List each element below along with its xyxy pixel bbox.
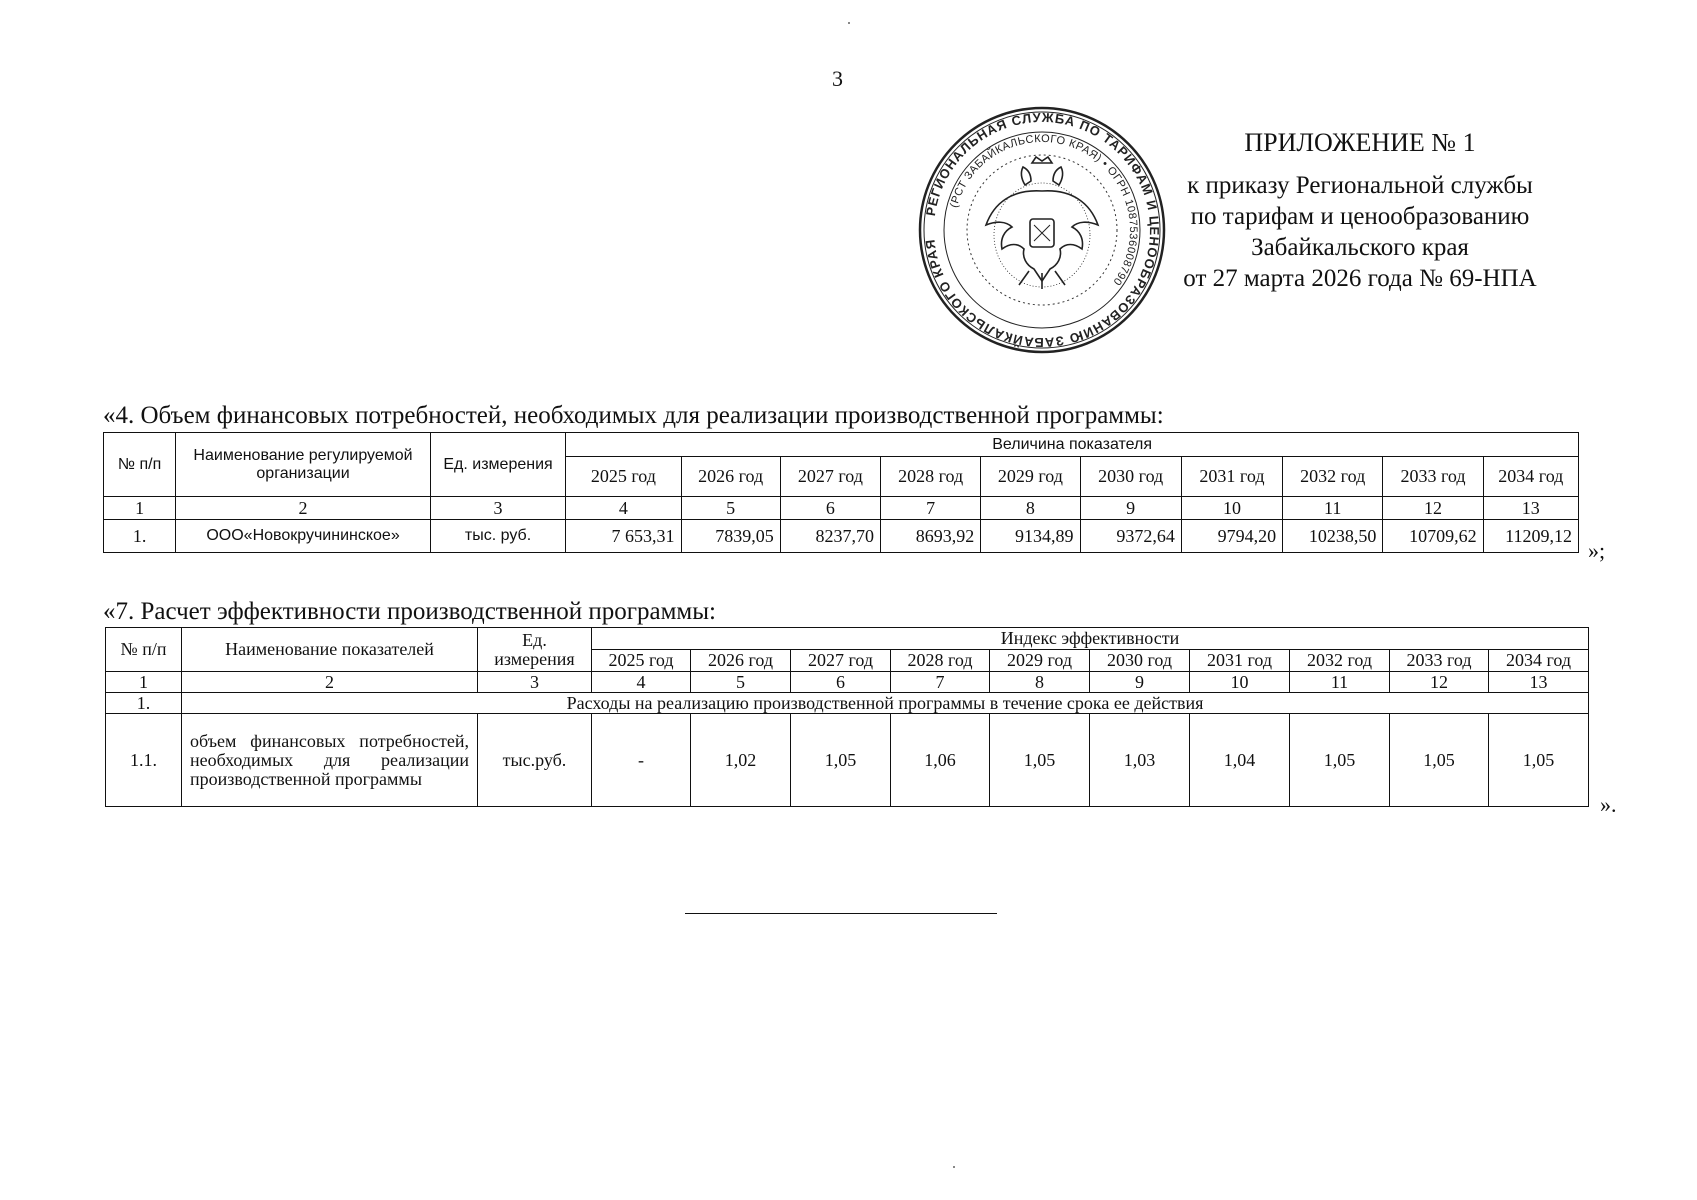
column-number: 13 [1489, 672, 1589, 693]
appendix-title: ПРИЛОЖЕНИЕ № 1 [1244, 128, 1476, 157]
header-year: 2029 год [990, 650, 1090, 672]
column-number: 6 [780, 497, 880, 520]
table-row [106, 714, 1589, 807]
column-number: 7 [891, 672, 990, 693]
column-number: 8 [981, 497, 1080, 520]
header-year: 2025 год [566, 457, 681, 497]
column-number: 2 [182, 672, 478, 693]
section-7-title: «7. Расчет эффективности производственной программы: [103, 598, 716, 625]
header-year: 2028 год [881, 457, 981, 497]
appendix-line-4: от 27 марта 2026 года № 69-НПА [1183, 265, 1537, 292]
column-number: 13 [1483, 497, 1578, 520]
column-number: 9 [1080, 497, 1181, 520]
column-number: 12 [1390, 672, 1489, 693]
row-value: 1,06 [891, 714, 990, 807]
header-value-group: Величина показателя [566, 433, 1579, 457]
row-value: - [592, 714, 691, 807]
row-value: 8693,92 [881, 520, 981, 553]
row-value: 10709,62 [1383, 520, 1483, 553]
header-year: 2031 год [1190, 650, 1290, 672]
appendix-line-1: к приказу Региональной службы [1187, 172, 1533, 199]
header-year: 2032 год [1290, 650, 1390, 672]
row-value: 1,04 [1190, 714, 1290, 807]
row-value: 1,05 [1390, 714, 1489, 807]
column-number: 6 [791, 672, 891, 693]
svg-text:РЕГИОНАЛЬНАЯ СЛУЖБА ПО ТАРИФАМ [922, 110, 1162, 350]
column-number: 4 [592, 672, 691, 693]
column-number: 8 [990, 672, 1090, 693]
column-number: 10 [1181, 497, 1282, 520]
column-number-row [106, 672, 1589, 693]
header-num: № п/п [106, 628, 182, 672]
column-number: 5 [681, 497, 780, 520]
column-number-row [104, 497, 1579, 520]
header-unit: Ед. измерения [478, 628, 592, 672]
header-year: 2030 год [1080, 457, 1181, 497]
column-number: 11 [1283, 497, 1383, 520]
row-value: 1,05 [1489, 714, 1589, 807]
group-row [106, 693, 1589, 714]
header-year: 2028 год [891, 650, 990, 672]
row-unit: тыс. руб. [430, 520, 565, 553]
financial-needs-table [103, 432, 1579, 553]
appendix-line-3: Забайкальского края [1251, 234, 1469, 261]
row-value: 11209,12 [1483, 520, 1578, 553]
header-year: 2030 год [1090, 650, 1190, 672]
appendix-header [1150, 128, 1570, 294]
column-number: 5 [691, 672, 791, 693]
scan-dot [953, 1166, 955, 1168]
coat-of-arms-icon [986, 157, 1098, 289]
header-year: 2031 год [1181, 457, 1282, 497]
row-value: 1,05 [1290, 714, 1390, 807]
header-year: 2027 год [791, 650, 891, 672]
header-value-group: Индекс эффективности [592, 628, 1589, 650]
header-unit: Ед. измерения [430, 433, 565, 497]
row-org: ООО«Новокручининское» [176, 520, 431, 553]
column-number: 4 [566, 497, 681, 520]
svg-text:(РСТ ЗАБАЙКАЛЬСКОГО КРАЯ) • ОГ [948, 133, 1139, 288]
header-year: 2027 год [780, 457, 880, 497]
column-number: 11 [1290, 672, 1390, 693]
header-year: 2026 год [681, 457, 780, 497]
column-number: 1 [106, 672, 182, 693]
table-row [104, 520, 1579, 553]
row-value: 9794,20 [1181, 520, 1282, 553]
column-number: 12 [1383, 497, 1483, 520]
row-value: 9134,89 [981, 520, 1080, 553]
row-value: 10238,50 [1283, 520, 1383, 553]
header-year: 2032 год [1283, 457, 1383, 497]
page-number: 3 [832, 66, 843, 91]
appendix-line-2: по тарифам и ценообразованию [1190, 203, 1530, 230]
header-num: № п/п [104, 433, 176, 497]
row-indicator-name: объем финансовых потребностей, необходимых для реализации производственной программы [182, 714, 478, 807]
header-year: 2025 год [592, 650, 691, 672]
column-number: 2 [176, 497, 431, 520]
row-value: 1,02 [691, 714, 791, 807]
section-7-closing: ». [1600, 792, 1617, 817]
scan-dot [848, 22, 850, 24]
column-number: 3 [430, 497, 565, 520]
row-value: 7839,05 [681, 520, 780, 553]
header-name: Наименование показателей [182, 628, 478, 672]
header-year: 2033 год [1383, 457, 1483, 497]
row-num: 1.1. [106, 714, 182, 807]
group-label: Расходы на реализацию производственной программы в течение срока ее действия [182, 693, 1589, 714]
row-num: 1. [104, 520, 176, 553]
seal-outer-text: РЕГИОНАЛЬНАЯ СЛУЖБА ПО ТАРИФАМ И ЦЕНООБРАЗОВАНИЮ ЗАБАЙКАЛЬСКОГО КРАЯ [922, 109, 1163, 351]
column-number: 7 [881, 497, 981, 520]
row-value: 1,05 [990, 714, 1090, 807]
header-org: Наименование регулируемой организации [176, 433, 431, 497]
group-num: 1. [106, 693, 182, 714]
official-seal-icon [917, 105, 1167, 355]
section-4-title: «4. Объем финансовых потребностей, необходимых для реализации производственной программы: [103, 402, 1164, 429]
column-number: 10 [1190, 672, 1290, 693]
row-value: 7 653,31 [566, 520, 681, 553]
row-value: 8237,70 [780, 520, 880, 553]
seal-inner-text: (РСТ ЗАБАЙКАЛЬСКОГО КРАЯ) • ОГРН 1087536008790 [948, 132, 1140, 288]
end-rule [685, 913, 997, 914]
header-year: 2033 год [1390, 650, 1489, 672]
row-value: 1,05 [791, 714, 891, 807]
row-value: 1,03 [1090, 714, 1190, 807]
column-number: 9 [1090, 672, 1190, 693]
efficiency-table [105, 627, 1589, 807]
row-value: 9372,64 [1080, 520, 1181, 553]
header-year: 2034 год [1483, 457, 1578, 497]
section-4-closing: »; [1588, 538, 1606, 563]
header-year: 2029 год [981, 457, 1080, 497]
header-year: 2034 год [1489, 650, 1589, 672]
header-year: 2026 год [691, 650, 791, 672]
column-number: 1 [104, 497, 176, 520]
row-unit: тыс.руб. [478, 714, 592, 807]
column-number: 3 [478, 672, 592, 693]
